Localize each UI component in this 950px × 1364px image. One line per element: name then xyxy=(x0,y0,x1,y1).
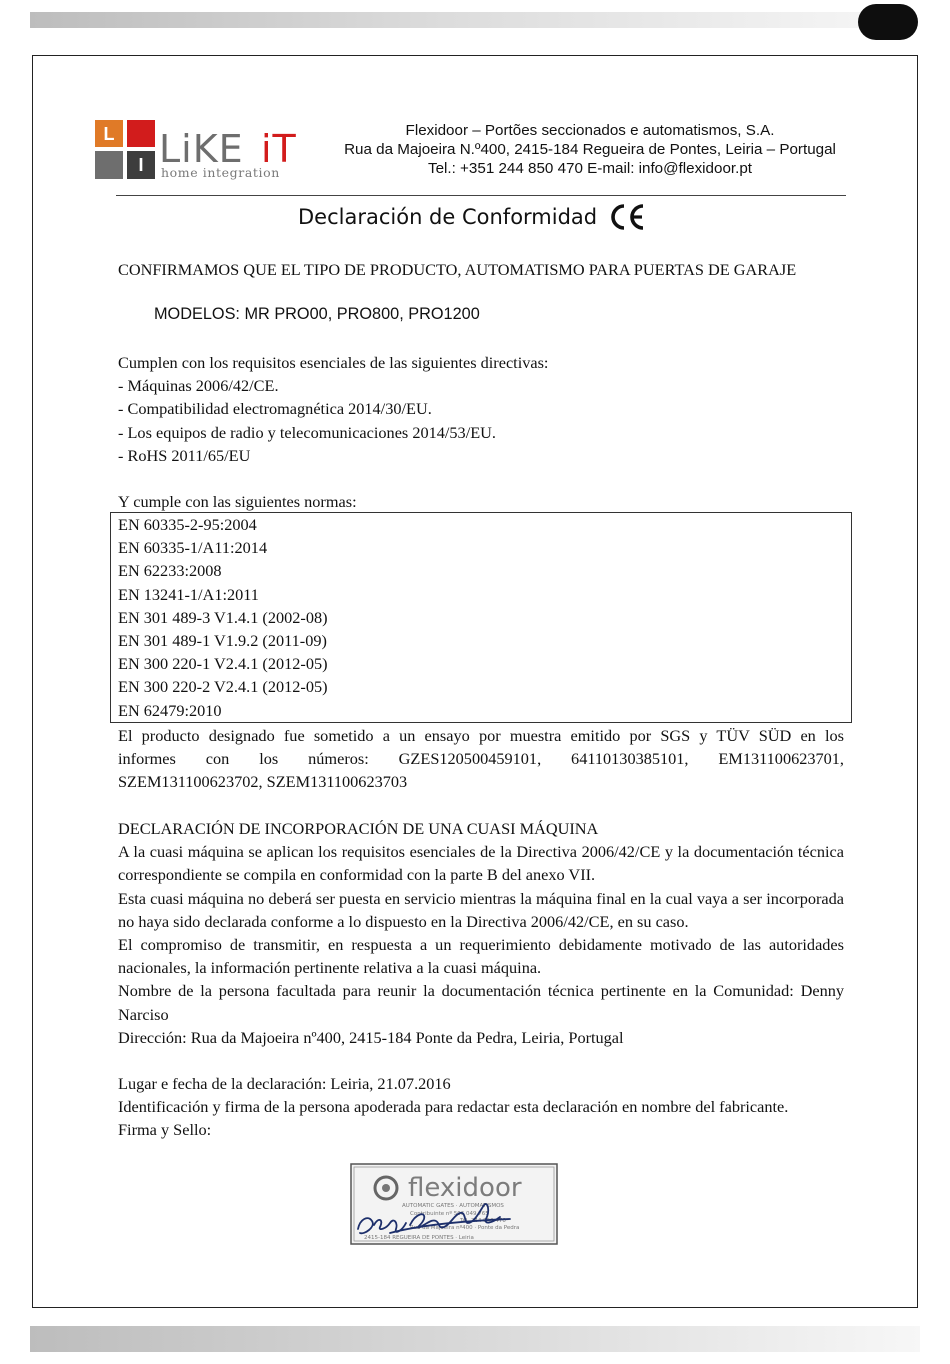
ce-mark-icon xyxy=(609,203,647,231)
standard-item: EN 300 220-1 V2.4.1 (2012-05) xyxy=(118,654,328,674)
directive-item: - RoHS 2011/65/EU xyxy=(118,445,251,465)
bottom-gradient-bar xyxy=(30,1326,920,1352)
standard-item: EN 301 489-3 V1.4.1 (2002-08) xyxy=(118,607,328,627)
logo-tile-gray xyxy=(95,151,123,179)
logo-word-it: iT xyxy=(261,127,297,171)
logo-letter-l: L xyxy=(103,124,115,144)
title-text: Declaración de Conformidad xyxy=(298,205,598,229)
place-and-date: Lugar e fecha de la declaración: Leiria, 21.07.2016 xyxy=(118,1074,451,1093)
like-it-logo xyxy=(95,118,305,182)
test-reports-paragraph xyxy=(118,724,844,794)
signature-label: Firma y Sello: xyxy=(118,1120,212,1140)
standard-item: EN 60335-2-95:2004 xyxy=(118,515,257,534)
test-reports-line: SZEM131100623702, SZEM131100623703 xyxy=(118,772,408,792)
address-line: Dirección: Rua da Majoeira nº400, 2415-184 Ponte da Pedra, Leiria, Portugal xyxy=(118,1027,624,1047)
logo-tile-red xyxy=(127,120,155,147)
incorporation-section xyxy=(118,817,844,1049)
stamp-line: AUTOMATIC GATES · AUTOMATISMOS xyxy=(402,1203,504,1209)
incorporation-paragraph: A la cuasi máquina se aplican los requisitos esenciales de la Directiva 2006/42/CE y la documentación técnica correspondiente se compila en conformidad con la parte B del anexo VII. xyxy=(118,842,844,885)
standards-list xyxy=(118,513,328,722)
company-stamp xyxy=(350,1163,558,1245)
stamp-line: Tel. 244 850 470 xyxy=(460,1218,506,1224)
directive-item: - Los equipos de radio y telecomunicaciones 2014/53/EU. xyxy=(118,422,496,442)
models-line: MODELOS: MR PRO00, PRO800, PRO1200 xyxy=(154,305,480,323)
logo-tagline: home integration xyxy=(161,165,280,180)
incorporation-paragraph: El compromiso de transmitir, en respuesta a un requerimiento debidamente motivado de las autoridades nacionales, la información pertinente relativa a la cuasi máquina. xyxy=(118,935,844,978)
logo-letter-i: I xyxy=(138,155,144,175)
company-contact: Tel.: +351 244 850 470 E-mail: info@flexidoor.pt xyxy=(427,160,752,177)
standard-item: EN 60335-1/A11:2014 xyxy=(118,538,268,558)
standard-item: EN 62233:2008 xyxy=(118,561,222,581)
standard-item: EN 62479:2010 xyxy=(118,700,222,720)
responsible-person: Nombre de la persona facultada para reunir la documentación técnica pertinente en la Comunidad: Denny Narciso xyxy=(118,981,844,1024)
standards-heading: Y cumple con las siguientes normas: xyxy=(118,492,357,511)
document-title xyxy=(298,203,647,231)
incorporation-paragraph: Esta cuasi máquina no deberá ser puesta en servicio mientras la máquina final en la cual vaya a ser incorporada no haya sido declarada conforme a lo dispuesto en la Directiva 2006/42/CE, en su caso. xyxy=(118,888,844,931)
logo-word-like: LiKE xyxy=(159,127,244,171)
directive-item: - Máquinas 2006/42/CE. xyxy=(118,376,279,396)
closing-section xyxy=(118,1072,844,1142)
directive-item: - Compatibilidad electromagnética 2014/30/EU. xyxy=(118,399,432,419)
page-tab-marker xyxy=(858,4,918,40)
identification-statement: Identificación y firma de la persona apoderada para redactar esta declaración en nombre del fabricante. xyxy=(118,1097,789,1117)
stamp-line: 2415-184 REGUEIRA DE PONTES · Leiria xyxy=(364,1235,474,1241)
standard-item: EN 300 220-2 V2.4.1 (2012-05) xyxy=(118,677,328,697)
company-name: Flexidoor – Portões seccionados e automatismos, S.A. xyxy=(405,122,775,139)
confirmation-statement: CONFIRMAMOS QUE EL TIPO DE PRODUCTO, AUTOMATISMO PARA PUERTAS DE GARAJE xyxy=(118,260,797,279)
header-divider xyxy=(116,195,846,196)
directives-heading: Cumplen con los requisitos esenciales de las siguientes directivas: xyxy=(118,353,549,372)
test-reports-line: El producto designado fue sometido a un ensayo por muestra emitido por SGS y TÜV SÜD en los xyxy=(118,726,844,745)
stamp-line: Contribuinte nº 506 049 765 xyxy=(410,1211,489,1217)
top-gradient-bar xyxy=(30,12,860,28)
standard-item: EN 13241-1/A1:2011 xyxy=(118,584,259,604)
standard-item: EN 301 489-1 V1.9.2 (2011-09) xyxy=(118,631,327,651)
incorporation-heading: DECLARACIÓN DE INCORPORACIÓN DE UNA CUASI MÁQUINA xyxy=(118,819,599,838)
stamp-brand: flexidoor xyxy=(408,1173,522,1203)
company-header xyxy=(320,121,860,178)
directives-section xyxy=(118,351,844,467)
company-address: Rua da Majoeira N.º400, 2415-184 Regueira de Pontes, Leiria – Portugal xyxy=(344,141,836,158)
test-reports-line: informes con los números: GZES120500459101, 64110130385101, EM131100623701, xyxy=(118,749,844,769)
stamp-line: Rua da Majoeira nº400 · Ponte da Pedra xyxy=(410,1225,520,1231)
